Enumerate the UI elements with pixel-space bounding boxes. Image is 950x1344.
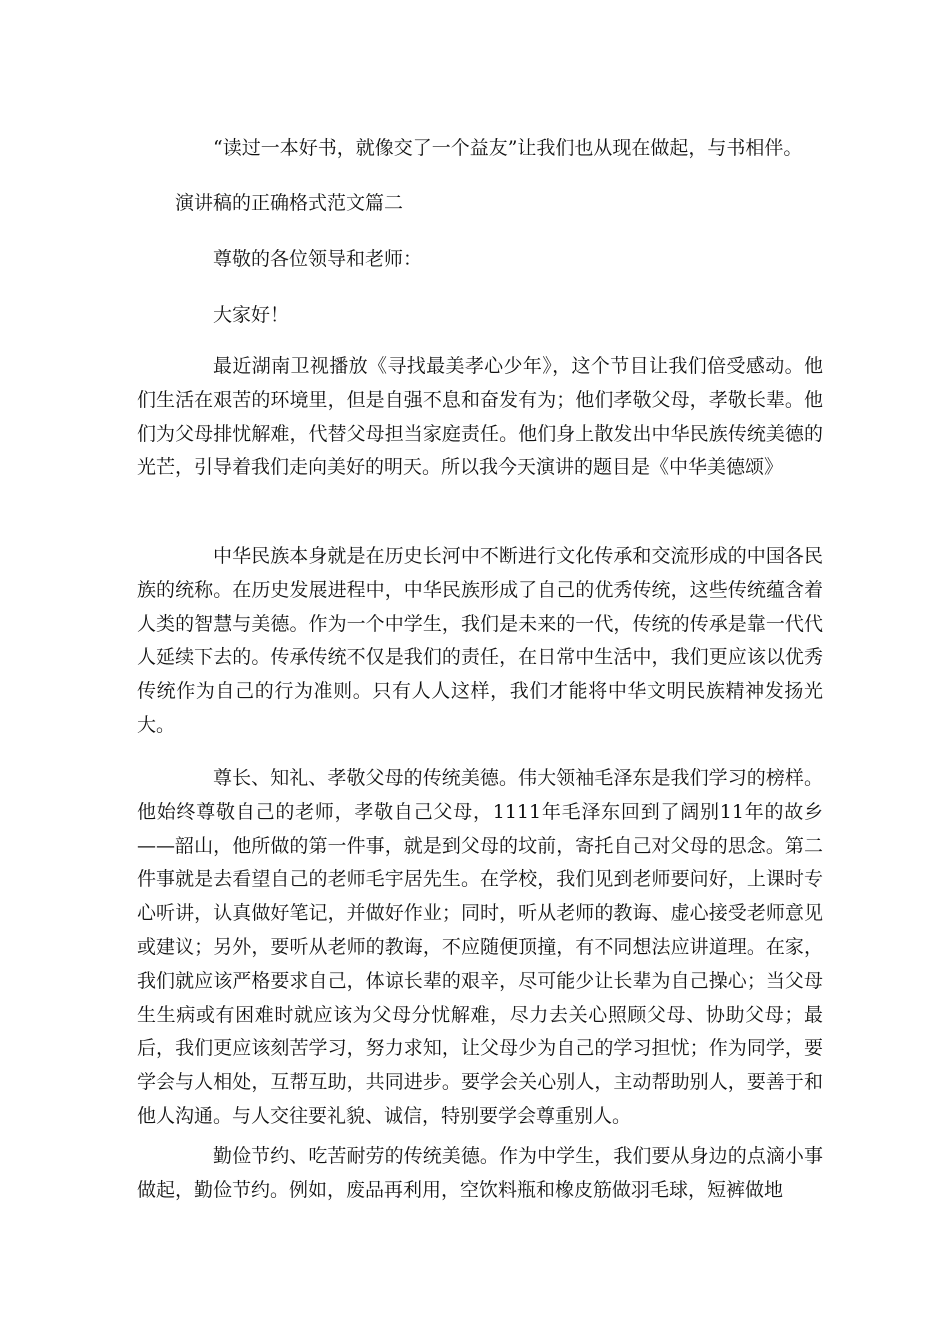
quote-line: “读过一本好书，就像交了一个益友”让我们也从现在做起，与书相伴。 xyxy=(213,137,803,159)
paragraph-1: 最近湖南卫视播放《寻找最美孝心少年》，这个节目让我们倍受感动。他们生活在艰苦的环境里，但是自强不息和奋发有为；他们孝敬父母，孝敬长辈。他们为父母排忧解难，代替父母担当家庭责任。他们身上散发出中华民族传统美德的光芒，引导着我们走向美好的明天。所以我今天演讲的题目是《中华美德颂》 xyxy=(137,355,823,479)
greeting: 大家好！ xyxy=(213,304,290,326)
paragraph-2: 中华民族本身就是在历史长河中不断进行文化传承和交流形成的中国各民族的统称。在历史发展进程中，中华民族形成了自己的优秀传统，这些传统蕴含着人类的智慧与美德。作为一个中学生，我们是未来的一代，传统的传承是靠一代代人延续下去的。传承传统不仅是我们的责任，在日常中生活中，我们更应该以优秀传统作为自己的行为准则。只有人人这样，我们才能将中华文明民族精神发扬光大。 xyxy=(137,545,823,736)
paragraph-3: 尊长、知礼、孝敬父母的传统美德。伟大领袖毛泽东是我们学习的榜样。他始终尊敬自己的老师，孝敬自己父母，1111年毛泽东回到了阔别11年的故乡——韶山，他所做的第一件事，就是到父母的坟前，寄托自己对父母的思念。第二件事就是去看望自己的老师毛宇居先生。在学校，我们见到老师要问好，上课时专心听讲，认真做好笔记，并做好作业；同时，听从老师的教诲、虚心接受老师意见或建议；另外，要听从老师的教诲，不应随便顶撞，有不同想法应讲道理。在家，我们就应该严格要求自己，体谅长辈的艰辛，尽可能少让长辈为自己操心；当父母生生病或有困难时就应该为父母分忧解难，尽力去关心照顾父母、协助父母；最后，我们更应该刻苦学习，努力求知，让父母少为自己的学习担忧；作为同学，要学会与人相处，互帮互助，共同进步。要学会关心别人，主动帮助别人，要善于和他人沟通。与人交往要礼貌、诚信，特别要学会尊重别人。 xyxy=(137,767,823,1127)
section-heading: 演讲稿的正确格式范文篇二 xyxy=(175,192,404,214)
paragraph-4: 勤俭节约、吃苦耐劳的传统美德。作为中学生，我们要从身边的点滴小事做起，勤俭节约。例如，废品再利用，空饮料瓶和橡皮筋做羽毛球，短裤做地 xyxy=(137,1145,823,1201)
salutation: 尊敬的各位领导和老师： xyxy=(213,248,423,270)
